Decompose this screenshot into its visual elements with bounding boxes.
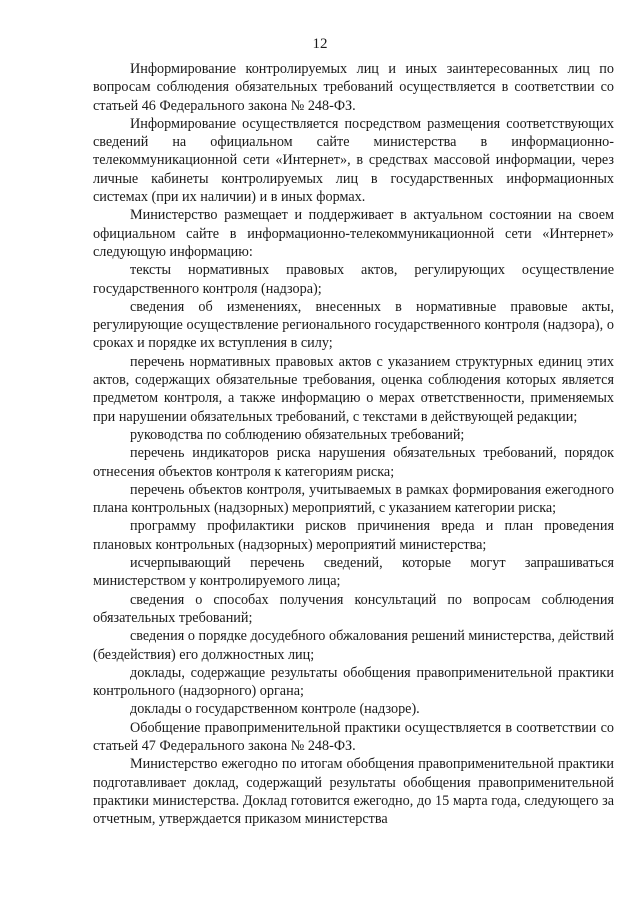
- list-item: перечень индикаторов риска нарушения обязательных требований, порядок отнесения объектов контроля к категориям риска;: [93, 445, 614, 480]
- list-item: программу профилактики рисков причинения вреда и план проведения плановых контрольных (надзорных) мероприятий министерства;: [93, 518, 614, 553]
- list-item: сведения об изменениях, внесенных в нормативные правовые акты, регулирующие осуществление регионального государственного контроля (надзора), о сроках и порядке их вступления в силу;: [93, 298, 614, 352]
- list-item: тексты нормативных правовых актов, регулирующих осуществление государственного контроля (надзора);: [93, 262, 614, 297]
- paragraph: Обобщение правоприменительной практики осуществляется в соответствии со статьей 47 Федерального закона № 248-ФЗ.: [93, 719, 614, 754]
- paragraph: Министерство размещает и поддерживает в актуальном состоянии на своем официальном сайте в информационно-телекоммуникационной сети «Интернет» следующую информацию:: [93, 207, 614, 260]
- document-body: [93, 60, 614, 828]
- list-item: руководства по соблюдению обязательных требований;: [130, 426, 465, 443]
- list-item: сведения о порядке досудебного обжалования решений министерства, действий (бездействия) его должностных лиц;: [93, 628, 614, 663]
- page-number: 12: [312, 36, 328, 52]
- paragraph: Информирование контролируемых лиц и иных заинтересованных лиц по вопросам соблюдения обязательных требований осуществляется в соответствии со статьей 46 Федерального закона № 248-ФЗ.: [93, 61, 614, 114]
- list-item: перечень объектов контроля, учитываемых в рамках формирования ежегодного плана контрольных (надзорных) мероприятий, с указанием категории риска;: [93, 481, 614, 517]
- list-item: доклады о государственном контроле (надзоре).: [130, 701, 420, 718]
- paragraph: Министерство ежегодно по итогам обобщения правоприменительной практики подготавливает доклад, содержащий результаты обобщения правоприменительной практики министерства. Доклад готовится ежегодно, до 15 марта года, следующего за отчетным, утверждается приказом министерства: [93, 756, 614, 828]
- list-item: перечень нормативных правовых актов с указанием структурных единиц этих актов, содержащих обязательные требования, оценка соблюдения которых является предметом контроля, а также информацию о мерах ответственности, применяемых при нарушении обязательных требований, с текстами в действующей редакции;: [93, 353, 614, 425]
- list-item: сведения о способах получения консультаций по вопросам соблюдения обязательных требований;: [93, 591, 614, 626]
- list-item: доклады, содержащие результаты обобщения правоприменительной практики контрольного (надзорного) органа;: [93, 664, 614, 700]
- paragraph: Информирование осуществляется посредством размещения соответствующих сведений на официальном сайте министерства в информационно-телекоммуникационной сети «Интернет», в средствах массовой информации, через личные кабинеты контролируемых лиц в государственных информационных системах (при их наличии) и в иных формах.: [93, 115, 614, 206]
- list-item: исчерпывающий перечень сведений, которые могут запрашиваться министерством у контролируемого лица;: [93, 555, 614, 590]
